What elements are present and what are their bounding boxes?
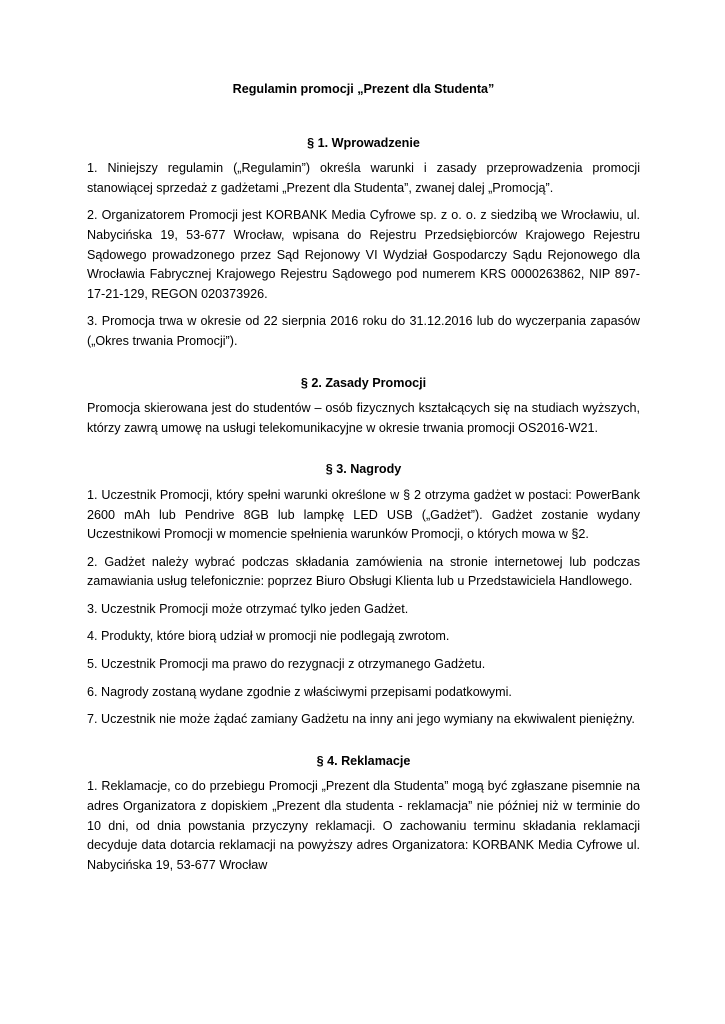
- section-promotion-rules: [87, 374, 640, 439]
- paragraph: 3. Uczestnik Promocji może otrzymać tylko jeden Gadżet.: [87, 601, 409, 616]
- document-body: [87, 80, 640, 897]
- paragraph: 5. Uczestnik Promocji ma prawo do rezygnacji z otrzymanego Gadżetu.: [87, 657, 486, 672]
- paragraph: 2. Gadżet należy wybrać podczas składania zamówienia na stronie internetowej lub podczas zamawiania usług telefonicznie: poprzez Biuro Obsługi Klienta lub u Przedstawiciela Handlowego.: [87, 554, 640, 589]
- paragraph: Promocja skierowana jest do studentów – osób fizycznych kształcących się na studiach wyższych, którzy zawrą umowę na usługi telekomunikacyjne w okresie trwania promocji OS2016-W21.: [87, 401, 640, 435]
- section-heading: § 1. Wprowadzenie: [307, 135, 420, 150]
- section-introduction: [87, 134, 640, 352]
- paragraph: 1. Niniejszy regulamin („Regulamin”) określa warunki i zasady przeprowadzenia promocji stanowiącej sprzedaż z gadżetami „Prezent dla Studenta”, zwanej dalej „Promocją”.: [87, 161, 640, 195]
- document-title: Regulamin promocji „Prezent dla Studenta”: [232, 82, 495, 96]
- section-heading: § 3. Nagrody: [325, 462, 402, 477]
- paragraph: 7. Uczestnik nie może żądać zamiany Gadżetu na inny ani jego wymiany na ekwiwalent pieniężny.: [87, 712, 635, 727]
- paragraph: 1. Reklamacje, co do przebiegu Promocji „Prezent dla Studenta” mogą być zgłaszane pisemnie na adres Organizatora z dopiskiem „Prezent dla studenta - reklamacja” nie później niż w terminie do 10 dni, od dnia powstania przyczyny reklamacji. O zachowaniu terminu składania reklamacji decyduje data dotarcia reklamacji na powyższy adres Organizatora: KORBANK Media Cyfrowe ul. Nabycińska 19, 53-677 Wrocław: [87, 779, 640, 872]
- section-prizes: [87, 460, 640, 730]
- paragraph: 4. Produkty, które biorą udział w promocji nie podlegają zwrotom.: [87, 629, 450, 644]
- paragraph: 6. Nagrody zostaną wydane zgodnie z właściwymi przepisami podatkowymi.: [87, 684, 512, 699]
- section-heading: § 4. Reklamacje: [316, 753, 411, 768]
- section-complaints: [87, 752, 640, 876]
- paragraph: 3. Promocja trwa w okresie od 22 sierpnia 2016 roku do 31.12.2016 lub do wyczerpania zapasów („Okres trwania Promocji”).: [87, 314, 640, 348]
- paragraph: 1. Uczestnik Promocji, który spełni warunki określone w § 2 otrzyma gadżet w postaci: PowerBank 2600 mAh lub Pendrive 8GB lub lampkę LED USB („Gadżet”). Gadżet zostanie wydany Uczestnikowi Promocji w momencie spełnienia warunków Promocji, o których mowa w §2.: [87, 487, 640, 542]
- section-heading: § 2. Zasady Promocji: [300, 375, 427, 390]
- paragraph: 2. Organizatorem Promocji jest KORBANK Media Cyfrowe sp. z o. o. z siedzibą we Wrocławiu, ul. Nabycińska 19, 53-677 Wrocław, wpisana do Rejestru Przedsiębiorców Krajowego Rejestru Sądowego prowadzonego przez Sąd Rejonowy VI Wydział Gospodarczy Sądu Rejonowego dla Wrocławia Fabrycznej Krajowego Rejestru Sądowego pod numerem KRS 0000263862, NIP 897-17-21-129, REGON 020373926.: [87, 208, 640, 301]
